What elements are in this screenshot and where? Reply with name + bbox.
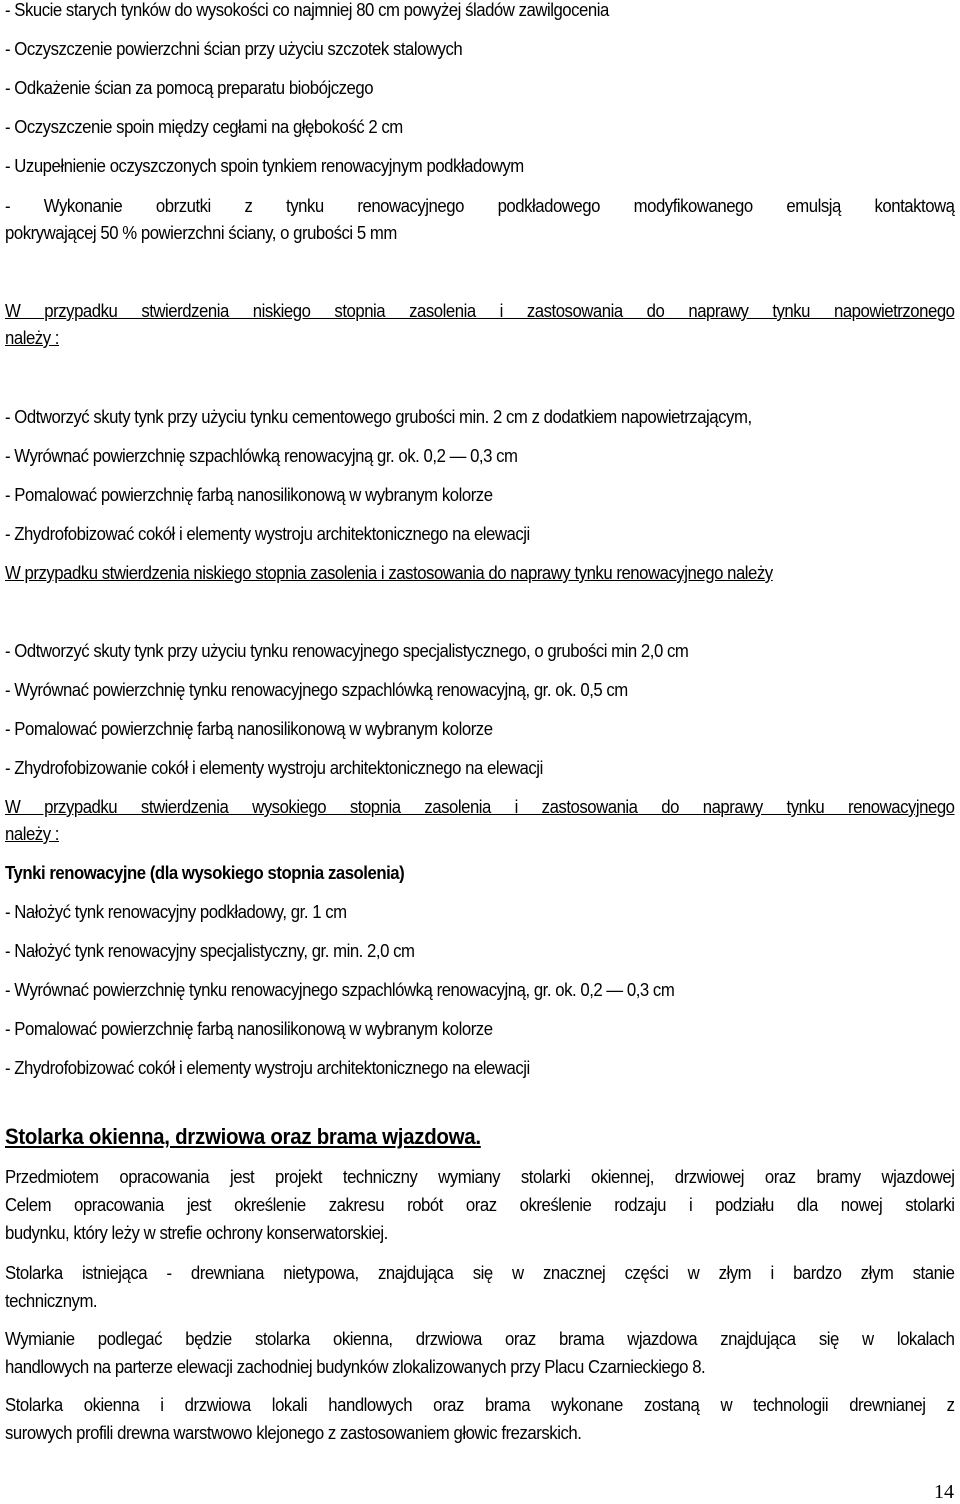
- paragraph-line: surowych profili drewna warstwowo klejonego z zastosowaniem głowic frezarskich.: [5, 1423, 582, 1443]
- list-item: - Skucie starych tynków do wysokości co najmniej 80 cm powyżej śladów zawilgocenia: [5, 0, 609, 20]
- list-item: - Oczyszczenie powierzchni ścian przy użyciu szczotek stalowych: [5, 39, 463, 59]
- list-item-continuation: pokrywającej 50 % powierzchni ściany, o grubości 5 mm: [5, 223, 397, 243]
- list-item: - Odtworzyć skuty tynk przy użyciu tynku renowacyjnego specjalistycznego, o grubości min 2,0 cm: [5, 641, 689, 661]
- section-heading: W przypadku stwierdzenia wysokiego stopnia zasolenia i zastosowania do naprawy tynku renowacyjnego: [5, 797, 955, 817]
- paragraph-line: Przedmiotem opracowania jest projekt techniczny wymiany stolarki okiennej, drzwiowej oraz bramy wjazdowej: [5, 1167, 955, 1187]
- list-item: - Wyrównać powierzchnię szpachlówką renowacyjną gr. ok. 0,2 — 0,3 cm: [5, 446, 518, 466]
- list-item: - Nałożyć tynk renowacyjny podkładowy, gr. 1 cm: [5, 902, 347, 922]
- list-item: - Zhydrofobizować cokół i elementy wystroju architektonicznego na elewacji: [5, 524, 530, 544]
- page-number: 14: [934, 1481, 954, 1503]
- paragraph-line: technicznym.: [5, 1291, 98, 1311]
- list-item: - Wyrównać powierzchnię tynku renowacyjnego szpachlówką renowacyjną, gr. ok. 0,2 — 0,3 cm: [5, 980, 675, 1000]
- list-item: - Pomalować powierzchnię farbą nanosilikonową w wybranym kolorze: [5, 485, 493, 505]
- subsection-heading: Tynki renowacyjne (dla wysokiego stopnia zasolenia): [5, 863, 405, 883]
- list-item: - Nałożyć tynk renowacyjny specjalistyczny, gr. min. 2,0 cm: [5, 941, 415, 961]
- paragraph-line: Celem opracowania jest określenie zakresu robót oraz określenie rodzaju i podziału dla nowej stolarki: [5, 1195, 955, 1215]
- section-heading-continuation: należy :: [5, 824, 59, 844]
- paragraph-line: Stolarka istniejąca - drewniana nietypowa, znajdująca się w znacznej części w złym i bardzo złym stanie: [5, 1263, 955, 1283]
- paragraph-line: budynku, który leży w strefie ochrony konserwatorskiej.: [5, 1223, 388, 1243]
- list-item: - Uzupełnienie oczyszczonych spoin tynkiem renowacyjnym podkładowym: [5, 156, 524, 176]
- list-item: - Oczyszczenie spoin między cegłami na głębokość 2 cm: [5, 117, 403, 137]
- list-item: - Odtworzyć skuty tynk przy użyciu tynku cementowego grubości min. 2 cm z dodatkiem napowietrzającym,: [5, 407, 752, 427]
- chapter-heading: Stolarka okienna, drzwiowa oraz brama wjazdowa.: [5, 1124, 481, 1149]
- section-heading: W przypadku stwierdzenia niskiego stopnia zasolenia i zastosowania do naprawy tynku napowietrzonego: [5, 301, 955, 321]
- list-item: - Zhydrofobizowanie cokół i elementy wystroju architektonicznego na elewacji: [5, 758, 543, 778]
- paragraph-line: Wymianie podlegać będzie stolarka okienna, drzwiowa oraz brama wjazdowa znajdująca się w lokalach: [5, 1329, 955, 1349]
- list-item: - Pomalować powierzchnię farbą nanosilikonową w wybranym kolorze: [5, 1019, 493, 1039]
- list-item: - Odkażenie ścian za pomocą preparatu biobójczego: [5, 78, 374, 98]
- list-item: - Pomalować powierzchnię farbą nanosilikonową w wybranym kolorze: [5, 719, 493, 739]
- list-item: - Wykonanie obrzutki z tynku renowacyjnego podkładowego modyfikowanego emulsją kontaktową: [5, 196, 955, 216]
- section-heading: W przypadku stwierdzenia niskiego stopnia zasolenia i zastosowania do naprawy tynku renowacyjnego należy: [5, 563, 773, 583]
- section-heading-continuation: należy :: [5, 328, 59, 348]
- list-item: - Zhydrofobizować cokół i elementy wystroju architektonicznego na elewacji: [5, 1058, 530, 1078]
- paragraph-line: handlowych na parterze elewacji zachodniej budynków zlokalizowanych przy Placu Czarnieckiego 8.: [5, 1357, 706, 1377]
- list-item: - Wyrównać powierzchnię tynku renowacyjnego szpachlówką renowacyjną, gr. ok. 0,5 cm: [5, 680, 628, 700]
- paragraph-line: Stolarka okienna i drzwiowa lokali handlowych oraz brama wykonane zostaną w technologii drewnianej z: [5, 1395, 955, 1415]
